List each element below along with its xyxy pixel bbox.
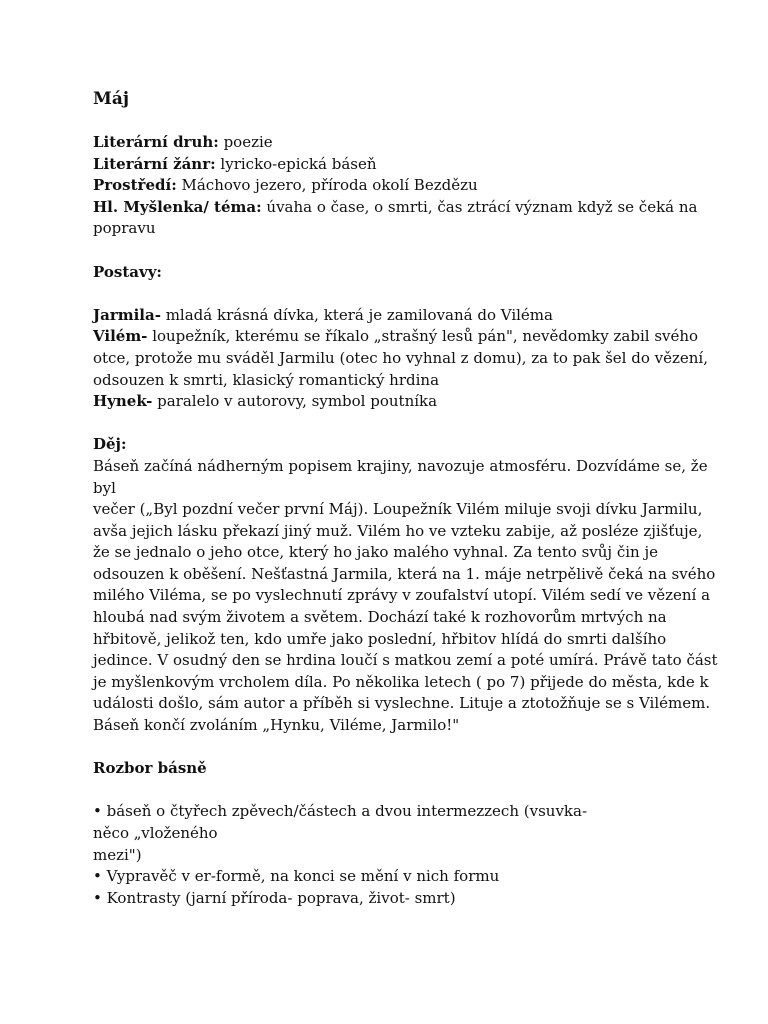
spacer [93, 780, 708, 802]
info-label: Hl. Myšlenka/ téma: [93, 197, 262, 216]
postava-label: Vilém- [93, 327, 148, 346]
info-label: Prostředí: [93, 176, 177, 195]
info-value: Máchovo jezero, příroda okolí Bezdězu [176, 176, 478, 195]
spacer [93, 240, 708, 262]
dej-line: je myšlenkovým vrcholem díla. Po několika letech ( po 7) přijede do města, kde k [93, 672, 709, 691]
rozbor-line: mezi") [93, 845, 142, 864]
info-line-prostredi [93, 175, 708, 197]
dej-paragraph [93, 456, 718, 737]
info-line-tema [93, 197, 708, 219]
info-line-druh [93, 132, 708, 154]
dej-heading: Děj: [93, 435, 127, 454]
info-line-tema-cont: popravu [93, 219, 156, 238]
dej-line: hřbitově, jelikož ten, kdo umře jako poslední, hřbitov hlídá do smrti dalšího [93, 629, 667, 648]
dej-line: události došlo, sám autor a příběh si vyslechne. Lituje a ztotožňuje se s Vilémem. [93, 694, 711, 713]
dej-line: Báseň začíná nádherným popisem krajiny, navozuje atmosféru. Dozvídáme se, že [93, 456, 708, 475]
rozbor-heading: Rozbor básně [93, 759, 207, 778]
spacer [93, 413, 708, 435]
postava-desc: loupežník, kterému se říkalo „strašný lesů pán", nevědomky zabil svého [147, 327, 699, 346]
postava-hynek [93, 391, 708, 413]
postava-label: Jarmila- [93, 305, 161, 324]
postavy-heading: Postavy: [93, 262, 162, 281]
dej-line: milého Viléma, se po vyslechnutí zprávy v zoufalství utopí. Vilém sedí ve vězení a [93, 586, 711, 605]
spacer [93, 283, 708, 305]
dej-line: avša jejich lásku překazí jiný muž. Vilém ho ve vzteku zabije, až posléze zjišťuje, [93, 521, 703, 540]
postava-jarmila [93, 305, 708, 327]
dej-line: že se jednalo o jeho otce, který ho jako malého vyhnal. Za tento svůj čin je [93, 543, 659, 562]
postava-vilem-cont: otce, protože mu sváděl Jarmilu (otec ho vyhnal z domu), za to pak šel do vězení, [93, 348, 708, 367]
rozbor-line: • Vypravěč v er-formě, na konci se mění v nich formu [93, 867, 500, 886]
dej-line: Báseň končí zvoláním „Hynku, Viléme, Jarmilo!" [93, 716, 460, 735]
info-label: Literární žánr: [93, 154, 216, 173]
dej-line: odsouzen k oběšení. Nešťastná Jarmila, která na 1. máje netrpělivě čeká na svého [93, 564, 716, 583]
spacer [93, 737, 708, 759]
rozbor-line: něco „vloženého [93, 824, 218, 842]
info-value: lyricko-epická báseň [215, 154, 377, 173]
rozbor-line: • Kontrasty (jarní příroda- poprava, život- smrt) [93, 888, 456, 907]
info-value: úvaha o čase, o smrti, čas ztrácí význam když se čeká na [261, 197, 698, 216]
postava-vilem-cont: odsouzen k smrti, klasický romantický hrdina [93, 370, 440, 389]
dej-line: byl [93, 478, 116, 497]
postava-desc: paralelo v autorovy, symbol poutníka [152, 392, 438, 411]
dej-line: hloubá nad svým životem a světem. Dochází také k rozhovorům mrtvých na [93, 608, 667, 627]
dej-line: večer („Byl pozdní večer první Máj). Loupežník Vilém miluje svoji dívku Jarmilu, [93, 500, 703, 519]
document-title: Máj [93, 89, 129, 109]
dej-line: jedince. V osudný den se hrdina loučí s matkou zemí a poté umírá. Právě tato část [93, 651, 718, 670]
rozbor-line: • báseň o čtyřech zpěvech/částech a dvou intermezzech (vsuvka- [93, 802, 588, 821]
info-label: Literární druh: [93, 133, 219, 151]
postava-vilem [93, 326, 708, 348]
info-line-zanr [93, 154, 708, 176]
info-value: poezie [218, 133, 273, 151]
postava-label: Hynek- [93, 392, 153, 411]
postava-desc: mladá krásná dívka, která je zamilovaná do Viléma [160, 305, 553, 324]
